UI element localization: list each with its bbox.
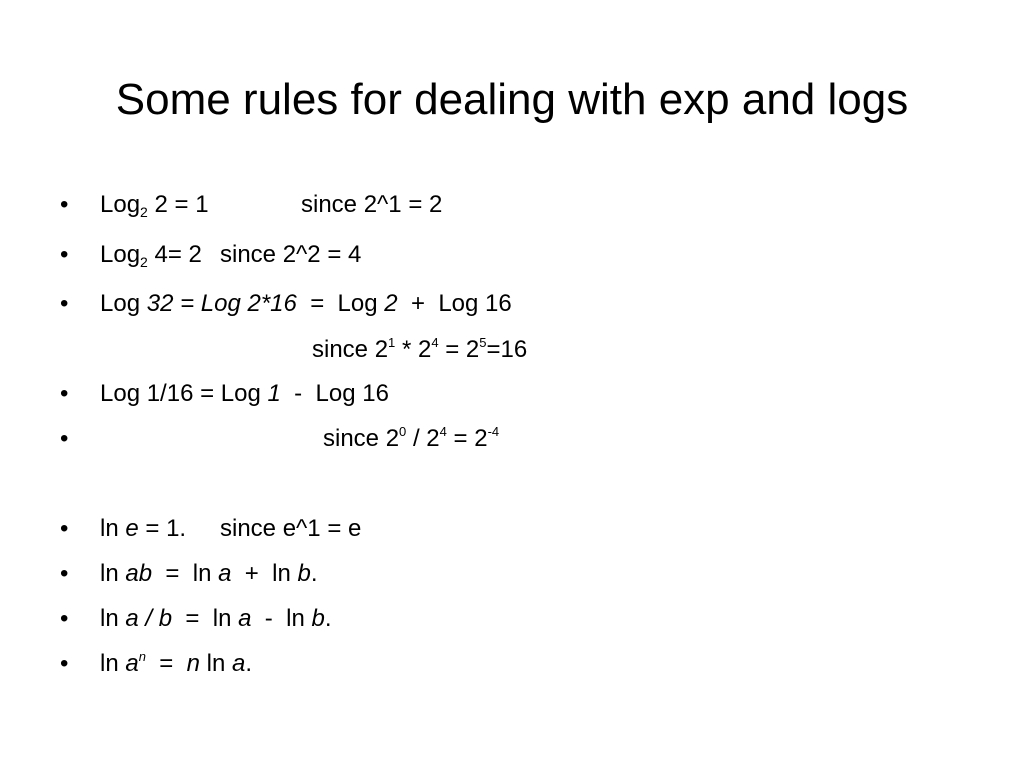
line-log-32-reason: since $2^1 * 2^4 = 2^5=16$ bbox=[312, 335, 528, 363]
line-ln-a-over-b: ln a / b = ln a - ln b. bbox=[100, 605, 332, 632]
bullet-9: • bbox=[60, 650, 69, 677]
line-log2-4-reason: since 2^2 = 4 bbox=[220, 241, 362, 268]
line-log-32: Log 32 = Log 2*16 = Log 2 + Log 16 bbox=[100, 290, 512, 317]
bullet-2: • bbox=[60, 241, 69, 268]
line-log2-4: Log$_2$ 4= 2 bbox=[100, 241, 202, 270]
bullet-1: • bbox=[60, 191, 69, 218]
line-log2-2: Log$_2$ 2 = 1 bbox=[100, 191, 209, 220]
line-log-1-16: Log 1/16 = Log 1 - Log 16 bbox=[100, 380, 389, 407]
slide-title: Some rules for dealing with exp and logs bbox=[115, 75, 909, 124]
line-ln-e-reason: since e^1 = e bbox=[220, 515, 362, 542]
line-log-1-16-reason: since $2^0 / 2^4 = 2^{-4}$ bbox=[323, 424, 500, 452]
bullet-8: • bbox=[60, 605, 69, 632]
bullet-6: • bbox=[60, 515, 69, 542]
line-ln-a-power-n: $\ln a^n = n$ ln a. bbox=[100, 649, 253, 677]
line-ln-e: ln e = 1. bbox=[100, 515, 187, 542]
bullet-4: • bbox=[60, 380, 69, 407]
bullet-5: • bbox=[60, 425, 69, 452]
bullet-3: • bbox=[60, 290, 69, 317]
line-log2-2-reason: since 2^1 = 2 bbox=[301, 191, 443, 218]
bullet-7: • bbox=[60, 560, 69, 587]
line-ln-ab: ln ab = ln a + ln b. bbox=[100, 560, 318, 587]
